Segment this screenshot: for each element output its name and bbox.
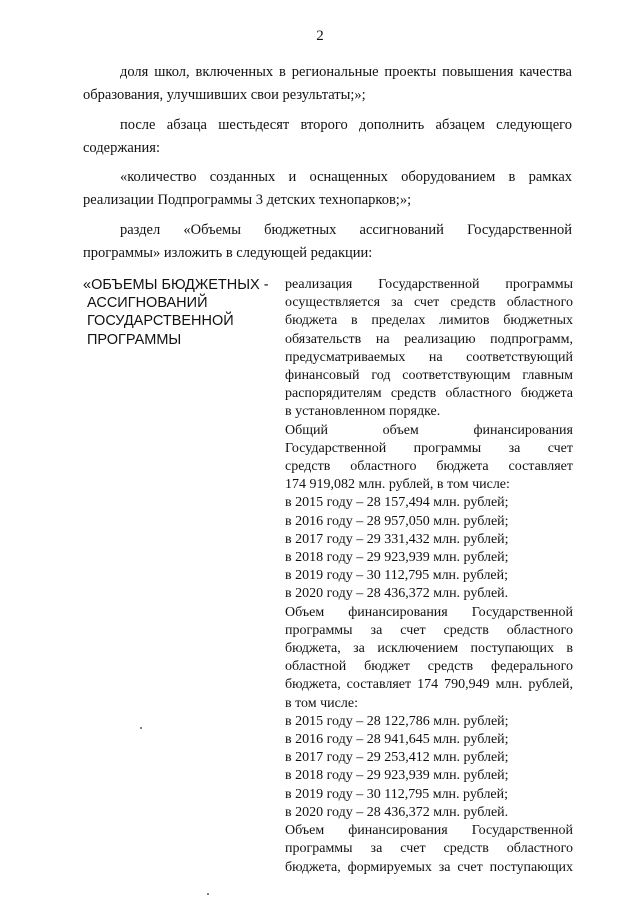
text-line: Общий объем финансирования: [285, 422, 573, 438]
year-amount-line: в 2016 году – 28 941,645 млн. рублей;: [285, 732, 509, 748]
text-line: обязательств на реализацию подпрограмм,: [285, 331, 573, 347]
text-line: программы за счет средств областного: [285, 622, 573, 638]
paragraph-line: содержания:: [83, 140, 161, 156]
text-line: Государственной программы за счет: [285, 440, 573, 456]
year-amount-line: в 2020 году – 28 436,372 млн. рублей.: [285, 804, 509, 820]
section-heading: [83, 276, 283, 349]
year-amount-line: в 2019 году – 30 112,795 млн. рублей;: [285, 568, 509, 584]
year-amount-line: в 2016 году – 28 957,050 млн. рублей;: [285, 513, 509, 529]
text-line: распорядителям средств областного бюджета: [285, 386, 573, 402]
paragraph-schools-share: [83, 61, 572, 107]
year-amount-line: в 2017 году – 29 253,412 млн. рублей;: [285, 750, 509, 766]
text-line: реализация Государственной программы: [285, 277, 573, 292]
year-amount-line: в 2018 году – 29 923,939 млн. рублей;: [285, 768, 509, 784]
year-amount-line: в 2020 году – 28 436,372 млн. рублей.: [285, 586, 509, 602]
year-amount-line: в 2019 году – 30 112,795 млн. рублей;: [285, 786, 509, 802]
text-line: Объем финансирования Государственной: [285, 604, 573, 620]
year-amount-line: в 2015 году – 28 157,494 млн. рублей;: [285, 495, 509, 511]
text-line: бюджета, за исключением поступающих в: [285, 641, 573, 657]
section-heading-line: ГОСУДАРСТВЕННОЙ: [87, 313, 234, 330]
year-amount-line: в 2015 году – 28 122,786 млн. рублей;: [285, 713, 509, 729]
text-line: бюджета, составляет 174 790,949 млн. рублей,: [285, 677, 573, 693]
text-line: бюджета в пределах лимитов бюджетных: [285, 313, 573, 329]
page-number: 2: [316, 28, 324, 44]
paragraph-after-62: [83, 114, 572, 160]
paragraph-line: «количество созданных и оснащенных оборудованием в рамках: [120, 169, 572, 185]
paragraph-line: после абзаца шестьдесят второго дополнить абзацем следующего: [120, 117, 572, 133]
text-line: бюджета, формируемых за счет поступающих: [285, 859, 573, 875]
section-heading-line: «ОБЪЕМЫ БЮДЖЕТНЫХ -: [83, 277, 269, 293]
funding-description: [285, 276, 573, 877]
text-line: финансовый год соответствующим главным: [285, 368, 573, 384]
year-amount-line: в 2018 году – 29 923,939 млн. рублей;: [285, 550, 509, 566]
text-line: осуществляется за счет средств областного: [285, 295, 573, 311]
section-heading-line: ПРОГРАММЫ: [87, 331, 182, 348]
text-line: 174 919,082 млн. рублей, в том числе:: [285, 477, 510, 493]
paragraph-line: реализации Подпрограммы 3 детских технопарков;»;: [83, 192, 412, 208]
scan-speck: [140, 727, 142, 729]
paragraph-section-edit: [83, 219, 572, 265]
text-line: областной бюджет средств федерального: [285, 659, 573, 675]
paragraph-line: доля школ, включенных в региональные проекты повышения качества: [120, 64, 572, 80]
paragraph-technoparks: [83, 166, 572, 212]
section-heading-line: АССИГНОВАНИЙ: [87, 295, 208, 312]
text-line: программы за счет средств областного: [285, 841, 573, 857]
scan-speck: [207, 893, 209, 895]
paragraph-line: образования, улучшивших свои результаты;»;: [83, 87, 366, 103]
text-line: в установленном порядке.: [285, 404, 441, 420]
text-line: Объем финансирования Государственной: [285, 823, 573, 839]
year-amount-line: в 2017 году – 29 331,432 млн. рублей;: [285, 531, 509, 547]
text-line: в том числе:: [285, 695, 358, 711]
paragraph-line: программы» изложить в следующей редакции:: [83, 245, 373, 261]
text-line: средств областного бюджета составляет: [285, 459, 573, 475]
paragraph-line: раздел «Объемы бюджетных ассигнований Государственной: [120, 222, 572, 238]
text-line: предусматриваемых на соответствующий: [285, 349, 573, 365]
